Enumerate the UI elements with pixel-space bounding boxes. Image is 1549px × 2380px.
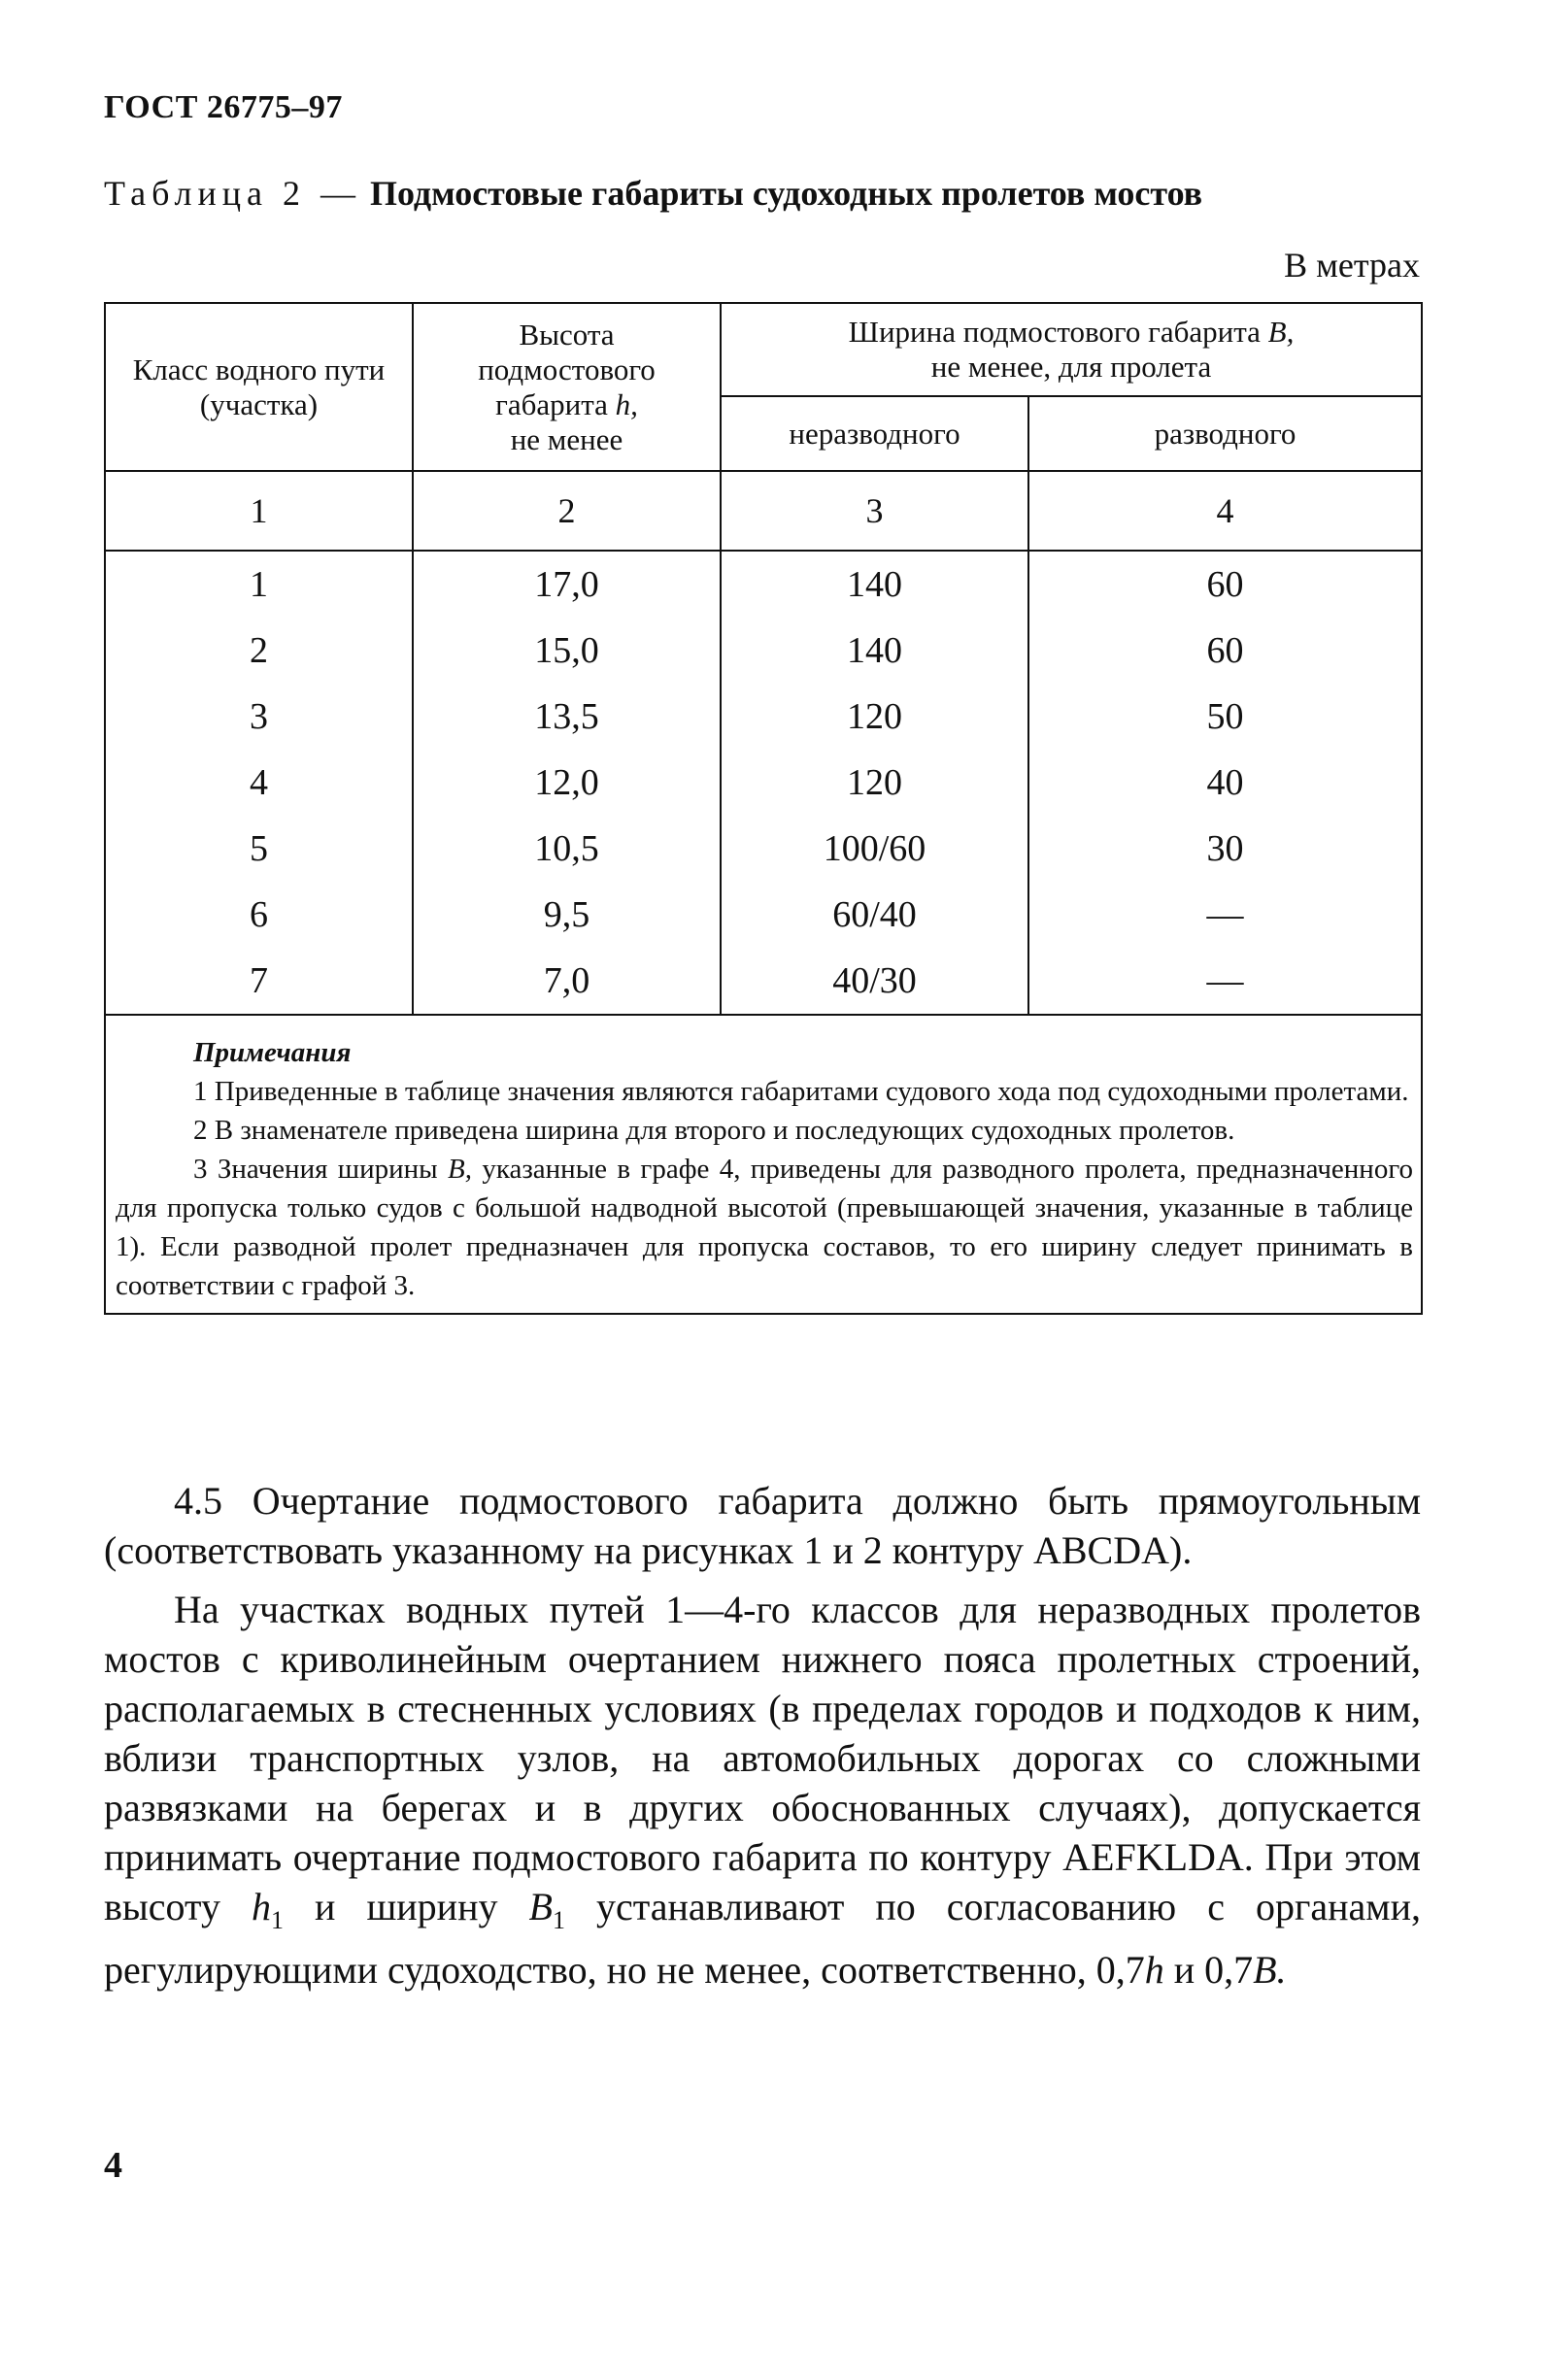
table-cell: 17,0 — [413, 551, 721, 618]
header-clearance-height: Высота подмостового габарита h, не менее — [413, 303, 721, 471]
notes-title: Примечания — [193, 1037, 352, 1068]
table-cell: 10,5 — [413, 816, 721, 882]
column-number: 1 — [105, 471, 413, 551]
table-header-row — [105, 303, 1422, 396]
table-cell: 140 — [721, 551, 1028, 618]
table-cell: 40 — [1028, 750, 1422, 816]
table-notes — [105, 1015, 1422, 1314]
note-2: 2 В знаменателе приведена ширина для второго и последующих судоходных пролетов. — [193, 1115, 1235, 1146]
table-cell: 12,0 — [413, 750, 721, 816]
column-number: 4 — [1028, 471, 1422, 551]
paragraph-clearance-contour: На участках водных путей 1—4-го классов для неразводных пролетов мостов с криволинейным очертанием нижнего пояса пролетных строений, располагаемых в стесненных условиях (в пределах городов и подходов к ним, вблизи транспортных узлов, на автомобильных дорогах со сложными развязками на берегах и в других обоснованных случаях), допускается принимать очертание подмостового габарита по контуру AEFKLDA. При этом высоту $h_1$ и ширину $B_1$ устанавливают по согласованию с органами, регулирующими судоходство, но не менее, соответственно, 0,7h и 0,7B. — [104, 1588, 1422, 1992]
document-id: ГОСТ 26775–97 — [104, 89, 343, 125]
table-row — [105, 816, 1422, 882]
column-number-row — [105, 471, 1422, 551]
table-cell: 6 — [105, 882, 413, 948]
column-number: 2 — [413, 471, 721, 551]
header-clearance-width-group: Ширина подмостового габарита B, не менее, для пролета — [721, 303, 1422, 396]
table-cell: 140 — [721, 618, 1028, 684]
paragraph-4-5: 4.5 Очертание подмостового габарита должно быть прямоугольным (соответствовать указанному на рисунках 1 и 2 контуру ABCDA). — [104, 1479, 1421, 1572]
notes-row — [105, 1015, 1422, 1314]
table-cell: 60 — [1028, 618, 1422, 684]
table-caption-label: Таблица 2 — — [104, 174, 361, 213]
table-cell: — — [1028, 948, 1422, 1015]
page-number: 4 — [104, 2145, 122, 2186]
table-cell: 7,0 — [413, 948, 721, 1015]
header-movable-span: разводного — [1028, 396, 1422, 471]
table-cell: 100/60 — [721, 816, 1028, 882]
table-units: В метрах — [1284, 246, 1420, 285]
table-cell: 40/30 — [721, 948, 1028, 1015]
table-cell: 2 — [105, 618, 413, 684]
note-1: 1 Приведенные в таблице значения являются габаритами судового хода под судоходными пролетами. — [193, 1076, 1409, 1107]
table-cell: 60/40 — [721, 882, 1028, 948]
table-row — [105, 948, 1422, 1015]
table-cell: 1 — [105, 551, 413, 618]
column-number: 3 — [721, 471, 1028, 551]
table-cell: 15,0 — [413, 618, 721, 684]
body-text — [104, 1476, 1421, 2004]
table-cell: 9,5 — [413, 882, 721, 948]
table-row — [105, 684, 1422, 750]
table-cell: 5 — [105, 816, 413, 882]
table-cell: 3 — [105, 684, 413, 750]
table-cell: 50 — [1028, 684, 1422, 750]
table-cell: 30 — [1028, 816, 1422, 882]
table-cell: 120 — [721, 684, 1028, 750]
table-row — [105, 882, 1422, 948]
table-cell: 13,5 — [413, 684, 721, 750]
table-cell: 7 — [105, 948, 413, 1015]
table-cell: 120 — [721, 750, 1028, 816]
table-cell: 60 — [1028, 551, 1422, 618]
table-cell: 4 — [105, 750, 413, 816]
table-row — [105, 750, 1422, 816]
table-cell: — — [1028, 882, 1422, 948]
header-fixed-span: неразводного — [721, 396, 1028, 471]
table-row — [105, 618, 1422, 684]
header-waterway-class: Класс водного пути (участка) — [105, 303, 413, 471]
table-row — [105, 551, 1422, 618]
table-caption-title: Подмостовые габариты судоходных пролетов мостов — [369, 174, 1203, 213]
note-3: 3 Значения ширины B, указанные в графе 4, приведены для разводного пролета, предназначенного для пропуска только судов с большой надводной высотой (превышающей значения, указанные в таблице 1). Если разводной пролет предназначен для пропуска составов, то его ширину следует принимать в соответствии с графой 3. — [116, 1154, 1413, 1301]
clearance-table — [104, 302, 1423, 1315]
table-caption — [104, 173, 1202, 214]
